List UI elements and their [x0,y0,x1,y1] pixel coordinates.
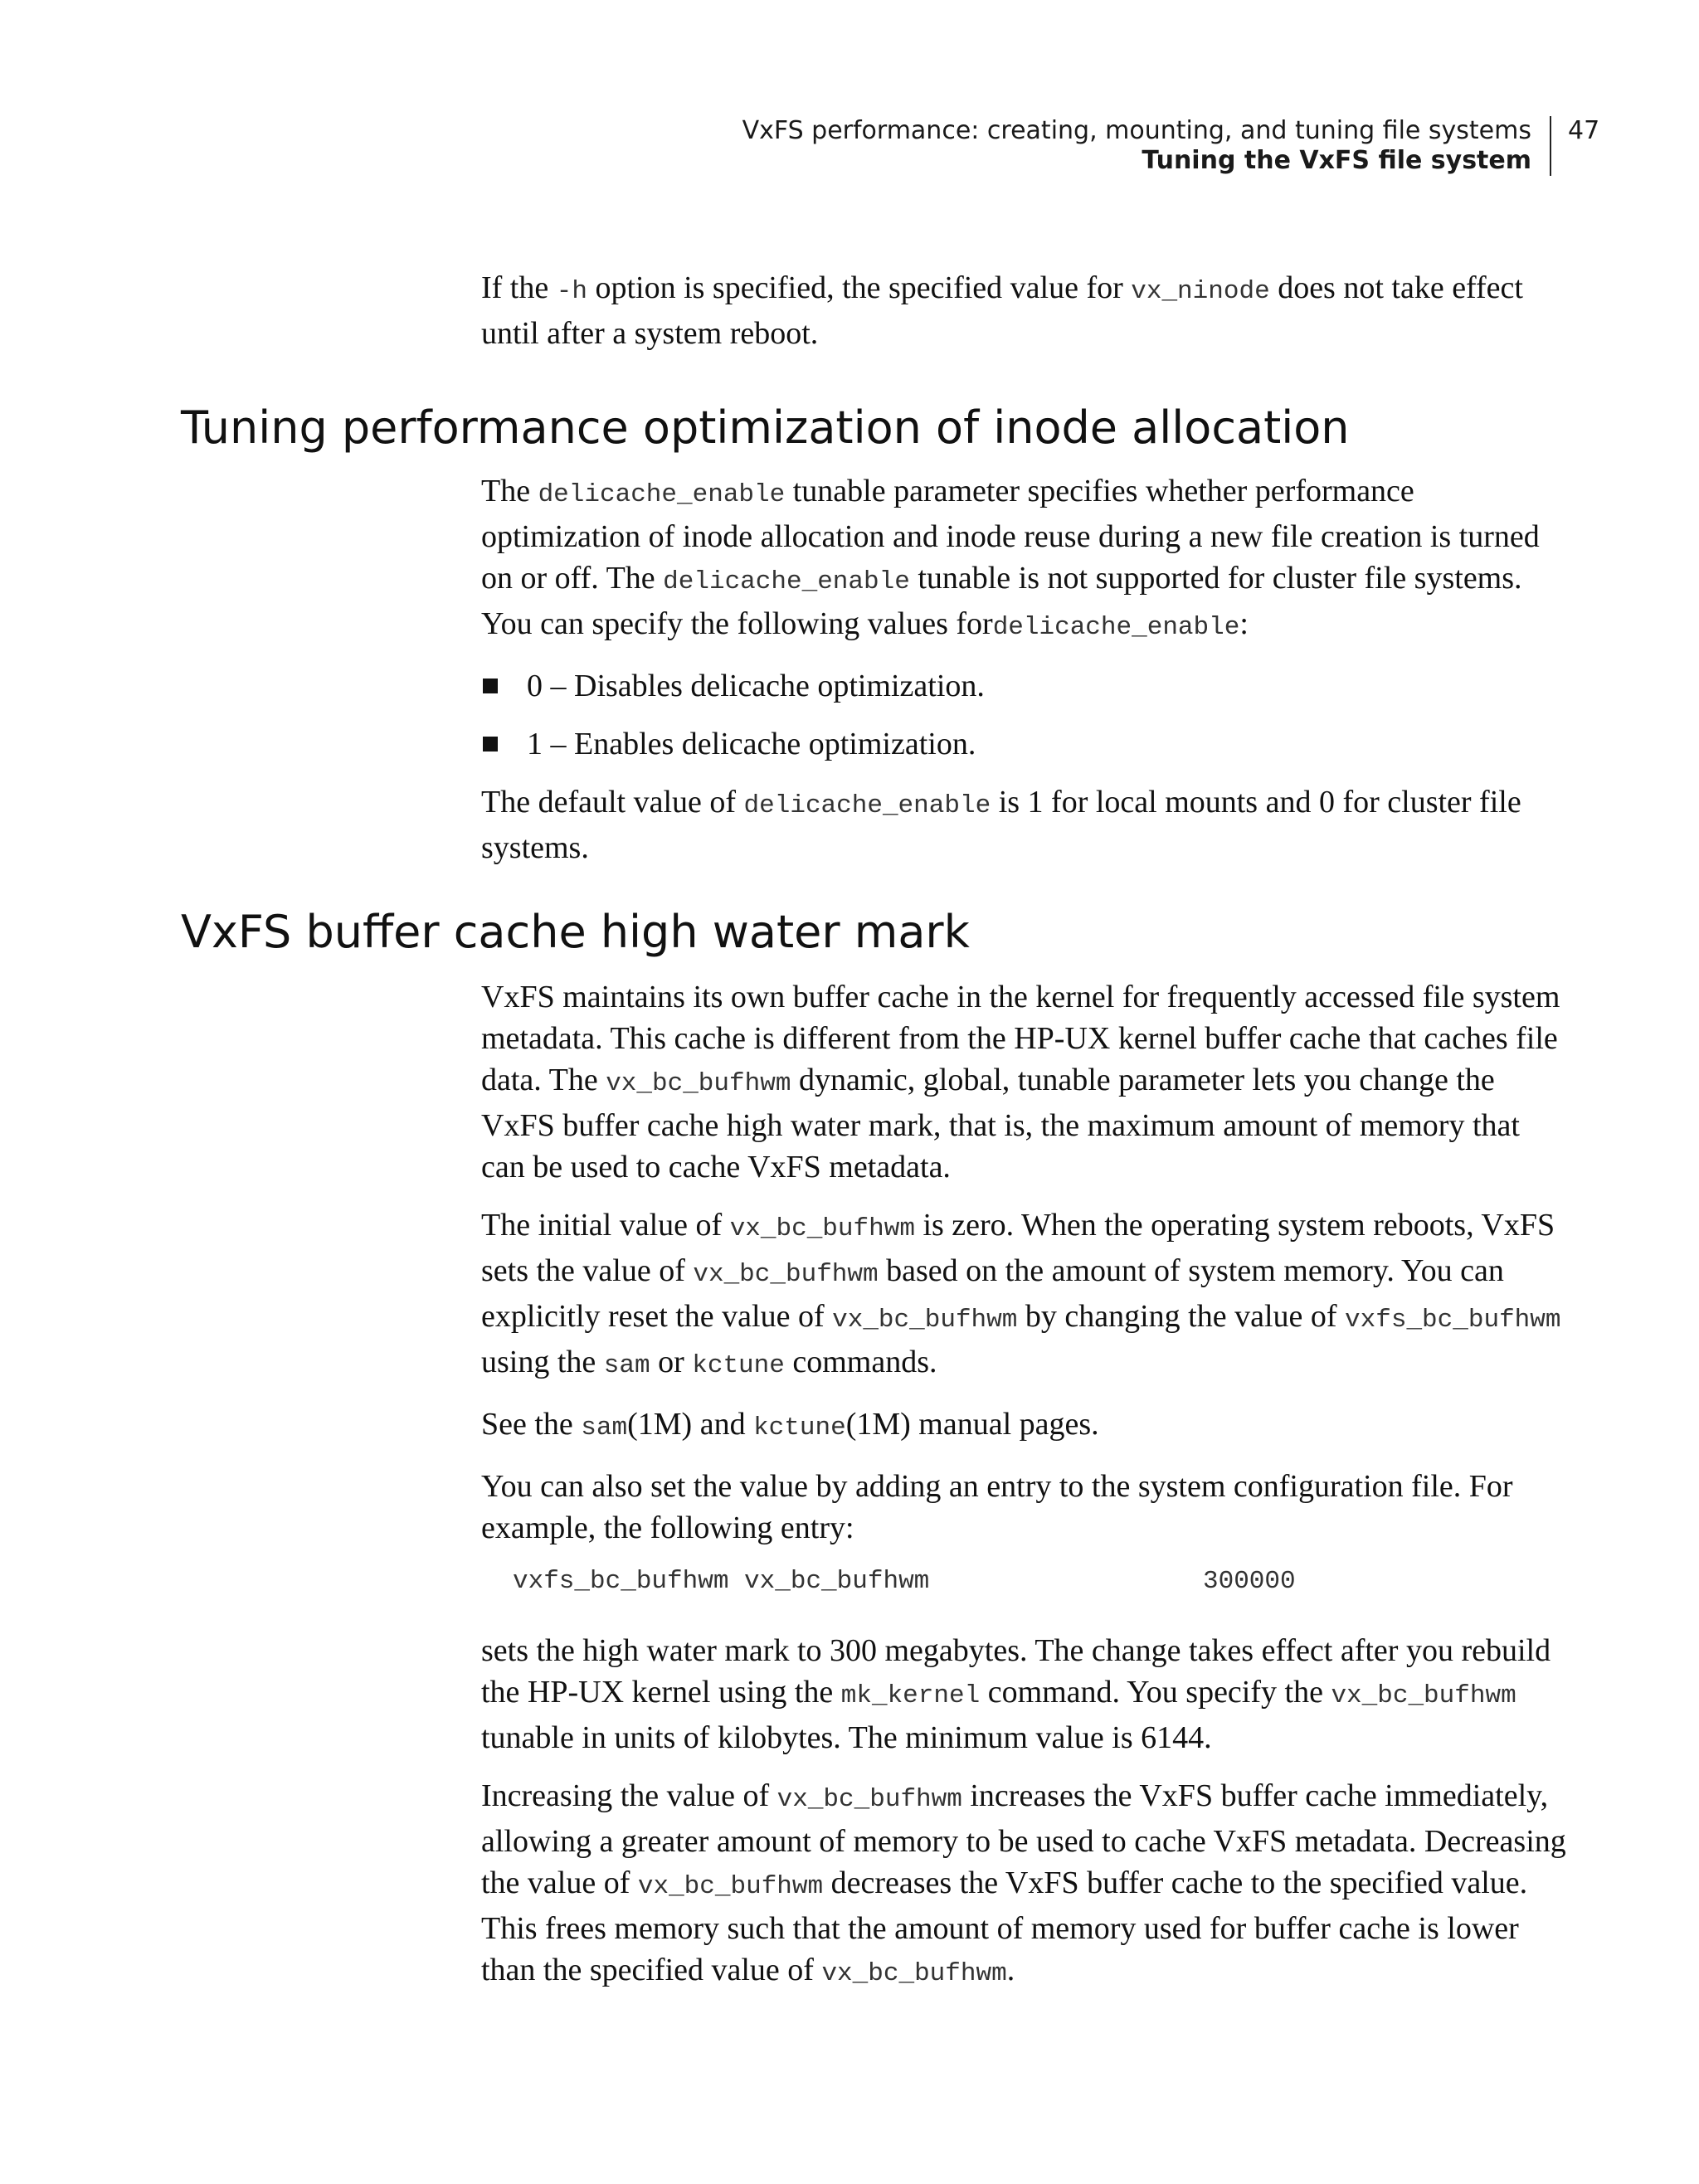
square-bullet-icon [483,679,498,693]
inline-code: vx_ninode [1131,277,1270,306]
inline-code: vx_bc_bufhwm [637,1872,824,1901]
inline-code: -h [556,277,587,306]
paragraph: Increasing the value of vx_bc_bufhwm increases the VxFS buffer cache immediately, allowing a greater amount of memory to be used to cache VxFS metadata. Decreasing the value of vx_bc_bufhwm decreases the VxFS buffer cache to the specified value. This frees memory such that the amount of memory used for buffer cache is lower than the specified value of vx_bc_bufhwm. [481,1778,1566,1988]
inline-code: mk_kernel [840,1681,981,1710]
inline-code: sam [581,1413,628,1442]
inline-code: vx_bc_bufhwm [693,1260,879,1289]
inline-code: delicache_enable [743,791,991,820]
inline-code: vx_bc_bufhwm [606,1069,791,1098]
heading-inode-allocation: Tuning performance optimization of inode allocation [181,401,1350,454]
inline-code: kctune [753,1413,846,1442]
inline-code: vx_bc_bufhwm [776,1785,962,1814]
section-inode-allocation [481,470,1568,885]
inline-code: sam [603,1351,650,1380]
code-block [481,1565,1568,1598]
list-item: 1 – Enables delicache optimization. [481,723,1568,765]
intro-paragraph: If the -h option is specified, the specified value for vx_ninode does not take effect until after a system reboot. [481,270,1523,351]
heading-buffer-cache: VxFS buffer cache high water mark [181,906,970,958]
chapter-title: VxFS performance: creating, mounting, and tuning file systems [742,116,1531,145]
bullet-list [481,665,1568,765]
running-header [742,116,1551,176]
paragraph: You can also set the value by adding an entry to the system configuration file. For example, the following entry: [481,1469,1513,1545]
paragraph: VxFS maintains its own buffer cache in the kernel for frequently accessed file system metadata. This cache is different from the HP-UX kernel buffer cache that caches file data. The vx_bc_bufhwm dynamic, global, tunable parameter lets you change the VxFS buffer cache high water mark, that is, the maximum amount of memory that can be used to cache VxFS metadata. [481,980,1560,1184]
inline-code: vx_bc_bufhwm [832,1306,1018,1335]
code-entry-value: 300000 [1203,1567,1296,1596]
inline-code: delicache_enable [663,567,910,596]
paragraph: The delicache_enable tunable parameter specifies whether performance optimization of inode allocation and inode reuse during a new file creation is turned on or off. The delicache_enable tunable is not supported for cluster file systems. You can specify the following values fordelicache_enable: [481,474,1540,642]
paragraph: See the sam(1M) and kctune(1M) manual pages. [481,1407,1099,1442]
inline-code: vx_bc_bufhwm [729,1214,915,1243]
inline-code: vx_bc_bufhwm [1331,1681,1516,1710]
inline-code: vx_bc_bufhwm [821,1959,1007,1988]
square-bullet-icon [483,737,498,752]
code-entry-name: vxfs_bc_bufhwm vx_bc_bufhwm [513,1567,930,1596]
page-number: 47 [1568,116,1600,145]
inline-code: delicache_enable [538,480,786,509]
inline-code: kctune [692,1351,785,1380]
paragraph: The initial value of vx_bc_bufhwm is zero. When the operating system reboots, VxFS sets the value of vx_bc_bufhwm based on the amount of system memory. You can explicitly reset the value of vx_bc_bufhwm by changing the value of vxfs_bc_bufhwm using the sam or kctune commands. [481,1208,1561,1380]
paragraph: sets the high water mark to 300 megabytes. The change takes effect after you rebuild the HP-UX kernel using the mk_kernel command. You specify the vx_bc_bufhwm tunable in units of kilobytes. The minimum value is 6144. [481,1633,1551,1755]
inline-code: delicache_enable [992,613,1240,642]
intro-block [481,267,1568,371]
section-title: Tuning the VxFS file system [1142,146,1531,175]
inline-code: vxfs_bc_bufhwm [1345,1306,1561,1335]
list-item: 0 – Disables delicache optimization. [481,665,1568,707]
paragraph: The default value of delicache_enable is 1 for local mounts and 0 for cluster file systems. [481,785,1521,865]
section-buffer-cache [481,976,1568,2011]
